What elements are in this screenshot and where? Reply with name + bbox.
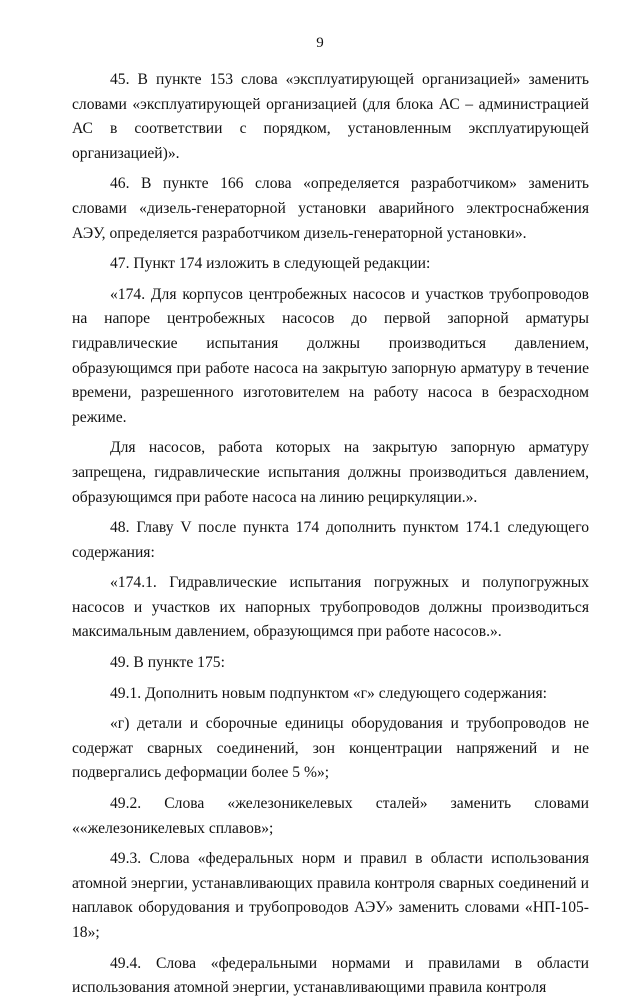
paragraph-174-1-text: «174.1. Гидравлические испытания погружных и полупогружных насосов и участков их напорных трубопроводов должны производиться максимальным давлением, образующимся при работе насосов.».: [72, 574, 589, 641]
document-body: [72, 68, 589, 1007]
paragraph-47: 47. Пункт 174 изложить в следующей редакции:: [110, 255, 431, 273]
paragraph-46: 46. В пункте 166 слова «определяется разработчиком» заменить словами «дизель-генераторной установки аварийного электроснабжения АЭУ, определяется разработчиком дизель-генераторной установки».: [72, 175, 589, 242]
paragraph-174-pumps: Для насосов, работа которых на закрытую запорную арматуру запрещена, гидравлические испытания должны производиться давлением, образующимся при работе насоса на линию рециркуляции.».: [72, 439, 589, 506]
paragraph-subitem-g: «г) детали и сборочные единицы оборудования и трубопроводов не содержат сварных соединений, зон концентрации напряжений и не подвергались деформации более 5 %»;: [72, 715, 589, 782]
paragraph-49-4: 49.4. Слова «федеральными нормами и правилами в области использования атомной энергии, устанавливающими правила контроля: [72, 954, 589, 997]
paragraph-174-text: «174. Для корпусов центробежных насосов и участков трубопроводов на напоре центробежных насосов до первой запорной арматуры гидравлические испытания должны производиться давлением, образующимся при работе насоса на закрытую запорную арматуру в течение времени, разрешенного изготовителем на работу насоса в безрасходном режиме.: [72, 285, 589, 426]
paragraph-48: 48. Главу V после пункта 174 дополнить пунктом 174.1 следующего содержания:: [72, 519, 589, 561]
paragraph-45: 45. В пункте 153 слова «эксплуатирующей организацией» заменить словами «эксплуатирующей организацией (для блока АС – администрацией АС в соответствии с порядком, установленным эксплуатирующей организацией)».: [72, 71, 589, 162]
paragraph-49: 49. В пункте 175:: [110, 654, 225, 672]
paragraph-49-1: 49.1. Дополнить новым подпунктом «г» следующего содержания:: [110, 684, 547, 702]
paragraph-49-2: 49.2. Слова «железоникелевых сталей» заменить словами ««железоникелевых сплавов»;: [72, 795, 589, 837]
paragraph-49-3: 49.3. Слова «федеральных норм и правил в области использования атомной энергии, устанавливающих правила контроля сварных соединений и наплавок оборудования и трубопроводов АЭУ» заменить словами «НП-105-18»;: [72, 850, 589, 941]
page-number: 9: [316, 35, 324, 51]
